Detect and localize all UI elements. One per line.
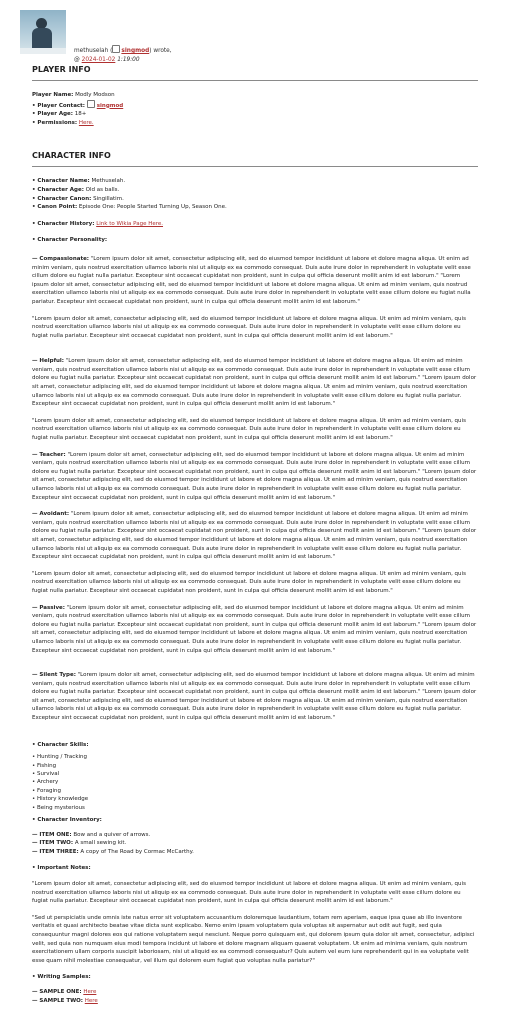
canon-point-row xyxy=(32,203,478,212)
trait-label: — Teacher: xyxy=(32,451,66,458)
character-skills-row xyxy=(32,741,478,750)
character-canon-row xyxy=(32,195,478,204)
trait-passive xyxy=(32,604,478,656)
player-age-label: • Player Age: xyxy=(32,111,73,118)
trait-avoidant xyxy=(32,510,478,595)
trait-text: "Lorem ipsum dolor sit amet, consectetur adipiscing elit, sed do eiusmod tempor incididunt ut labore et dolore magna aliqua. Ut enim ad minim veniam, quis nostrud exercitation ullamco laboris nisi ut aliquip ex ea commodo consequat. Duis aute irure dolor in reprehenderit in voluptate velit esse cillum dolore eu fugiat nulla pariatur. Excepteur sint occaecat cupidatat non proident, sunt in culpa qui officia deserunt mollit anim id est laborum." xyxy=(32,255,471,280)
list-item: • Survival xyxy=(32,771,60,778)
player-contact-row xyxy=(32,100,478,111)
character-personality-label: • Character Personality: xyxy=(32,237,108,244)
writing-samples-row xyxy=(32,973,478,982)
list-item: • History knowledge xyxy=(32,796,89,803)
character-skills-label: • Character Skills: xyxy=(32,741,89,748)
sample-key: — SAMPLE TWO: xyxy=(32,997,84,1004)
trait-paragraph: "Lorem ipsum dolor sit amet, consectetur adipiscing elit, sed do eiusmod tempor incididunt ut labore et dolore magna aliqua. Ut enim ad minim veniam, quis nostrud exercitation ullamco laboris nisi ut aliquip ex ea commodo consequat. Duis aute irure dolor in reprehenderit in voluptate velit esse cillum dolore eu fugiat nulla pariatur. Excepteur sint occaecat cupidatat non proident, sunt in culpa qui officia deserunt mollit anim id est laborum." xyxy=(32,417,466,442)
trait-label: — Compassionate: xyxy=(32,255,90,262)
character-name: Methuselah. xyxy=(91,178,126,185)
character-age-row xyxy=(32,186,478,195)
character-history-label: • Character History: xyxy=(32,220,95,227)
trait-compassionate xyxy=(32,255,478,340)
permissions-row xyxy=(32,119,478,128)
notes-paragraph: "Lorem ipsum dolor sit amet, consectetur adipiscing elit, sed do eiusmod tempor incididunt ut labore et dolore magna aliqua. Ut enim ad minim veniam, quis nostrud exercitation ullamco laboris nisi ut aliquip ex ea commodo consequat. Duis aute irure dolor in reprehenderit in voluptate velit esse cillum dolore eu fugiat nulla pariatur. Excepteur sint occaecat cupidatat non proident, sunt in culpa qui officia deserunt mollit anim id est laborum." xyxy=(32,881,466,905)
avatar-ground xyxy=(20,48,66,54)
item-key: — ITEM TWO: xyxy=(32,840,74,847)
item-key: — ITEM ONE: xyxy=(32,831,72,838)
trait-text: "Lorem ipsum dolor sit amet, consectetur adipiscing elit, sed do eiusmod tempor incididunt ut labore et dolore magna aliqua. Ut enim ad minim veniam, quis nostrud exercitation ullamco laboris nisi ut aliquip ex ea commodo consequat. Duis aute irure dolor in reprehenderit in voluptate velit esse cillum dolore eu fugiat nulla pariatur. Excepteur sint occaecat cupidatat non proident, sunt in culpa qui officia deserunt mollit anim id est laborum." xyxy=(32,672,475,696)
trait-silent-type xyxy=(32,671,478,723)
trait-text: "Lorem ipsum dolor sit amet, consectetur adipiscing elit, sed do eiusmod tempor incididunt ut labore et dolore magna aliqua. Ut enim ad minim veniam, quis nostrud exercitation ullamco laboris nisi ut aliquip ex ea commodo consequat. Duis aute irure dolor in reprehenderit in voluptate velit esse cillum dolore eu fugiat nulla pariatur. Excepteur sint occaecat cupidatat non proident, sunt in culpa qui officia deserunt mollit anim id est laborum." xyxy=(32,528,477,561)
list-item: • Foraging xyxy=(32,787,61,794)
inventory-list xyxy=(32,831,478,857)
trait-text: "Lorem ipsum dolor sit amet, consectetur adipiscing elit, sed do eiusmod tempor incididunt ut labore et dolore magna aliqua. Ut enim ad minim veniam, quis nostrud exercitation ullamco laboris nisi ut aliquip ex ea commodo consequat. Duis aute irure dolor in reprehenderit in voluptate velit esse cillum dolore eu fugiat nulla pariatur. Excepteur sint occaecat cupidatat non proident, sunt in culpa qui officia deserunt mollit anim id est laborum." xyxy=(32,451,470,475)
trait-helpful xyxy=(32,357,478,442)
character-info-heading: CHARACTER INFO xyxy=(32,151,478,167)
trait-text: "Lorem ipsum dolor sit amet, consectetur adipiscing elit, sed do eiusmod tempor incididunt ut labore et dolore magna aliqua. Ut enim ad minim veniam, quis nostrud exercitation ullamco laboris nisi ut aliquip ex ea commodo consequat. Duis aute irure dolor in reprehenderit in voluptate velit esse cillum dolore eu fugiat nulla pariatur. Excepteur sint occaecat cupidatat non proident, sunt in culpa qui officia deserunt mollit anim id est laborum." xyxy=(32,621,477,654)
trait-paragraph: "Lorem ipsum dolor sit amet, consectetur adipiscing elit, sed do eiusmod tempor incididunt ut labore et dolore magna aliqua. Ut enim ad minim veniam, quis nostrud exercitation ullamco laboris nisi ut aliquip ex ea commodo consequat. Duis aute irure dolor in reprehenderit in voluptate velit esse cillum dolore eu fugiat nulla pariatur. Excepteur sint occaecat cupidatat non proident, sunt in culpa qui officia deserunt mollit anim id est laborum." xyxy=(32,570,466,594)
trait-label: — Passive: xyxy=(32,604,65,611)
trait-teacher xyxy=(32,451,478,503)
list-item xyxy=(32,839,478,848)
list-item: • Hunting / Tracking xyxy=(32,754,88,761)
notes-paragraph: "Sed ut perspiciatis unde omnis iste natus error sit voluptatem accusantium doloremque laudantium, totam rem aperiam, eaque ipsa quae ab illo inventore veritatis et quasi architecto beatae vitae dicta sunt explicabo. Nemo enim ipsam voluptatem quia voluptas sit aspernatur aut odit aut fugit, sed quia consequuntur magni dolores eos qui ratione voluptatem sequi nesciunt. Neque porro quisquam est, qui dolorem ipsum quia dolor sit amet, consectetur, adipisci velit, sed quia non numquam eius modi tempora incidunt ut labore et dolore magnam aliquam quaerat voluptatem. Ut enim ad minima veniam, quis nostrum exercitationem ullam corporis suscipit laboriosam, nisi ut aliquid ex ea commodi consequatur? Quis autem vel eum iure reprehenderit qui in ea voluptate velit esse quam nihil molestiae consequatur, vel illum qui dolorem eum fugiat quo voluptas nulla pariatur?" xyxy=(32,914,475,964)
list-item xyxy=(32,988,478,997)
player-age-row xyxy=(32,110,478,119)
character-inventory-row xyxy=(32,816,478,825)
character-personality-row xyxy=(32,236,478,245)
trait-text: "Lorem ipsum dolor sit amet, consectetur adipiscing elit, sed do eiusmod tempor incididunt ut labore et dolore magna aliqua. Ut enim ad minim veniam, quis nostrud exercitation ullamco laboris nisi ut aliquip ex ea commodo consequat. Duis aute irure dolor in reprehenderit in voluptate velit esse cillum dolore eu fugiat nulla pariatur. Excepteur sint occaecat cupidatat non proident, sunt in culpa qui officia deserunt mollit anim id est laborum." xyxy=(32,358,470,382)
post-date-link[interactable]: 2024-01-02 xyxy=(81,57,116,63)
user-icon xyxy=(112,45,120,53)
sample-link[interactable]: Here xyxy=(83,989,97,995)
author-name: methuselah xyxy=(74,48,109,54)
list-item xyxy=(32,848,478,857)
player-contact-link[interactable]: singmod xyxy=(96,102,124,109)
user-icon xyxy=(87,100,95,108)
trait-label: — Helpful: xyxy=(32,358,64,365)
character-history-link[interactable]: Link to Wikia Page Here. xyxy=(96,220,164,227)
trait-text: "Lorem ipsum dolor sit amet, consectetur adipiscing elit, sed do eiusmod tempor incididunt ut labore et dolore magna aliqua. Ut enim ad minim veniam, quis nostrud exercitation ullamco laboris nisi ut aliquip ex ea commodo consequat. Duis aute irure dolor in reprehenderit in voluptate velit esse cillum dolore eu fugiat nulla pariatur. Excepteur sint occaecat cupidatat non proident, sunt in culpa qui officia deserunt mollit anim id est laborum." xyxy=(32,468,477,501)
player-info-heading: PLAYER INFO xyxy=(32,65,478,81)
trait-text: "Lorem ipsum dolor sit amet, consectetur adipiscing elit, sed do eiusmod tempor incididunt ut labore et dolore magna aliqua. Ut enim ad minim veniam, quis nostrud exercitation ullamco laboris nisi ut aliquip ex ea commodo consequat. Duis aute irure dolor in reprehenderit in voluptate velit esse cillum dolore eu fugiat nulla pariatur. Excepteur sint occaecat cupidatat non proident, sunt in culpa qui officia deserunt mollit anim id est laborum." xyxy=(32,604,470,628)
list-item: • Being mysterious xyxy=(32,804,85,811)
at-symbol: @ xyxy=(74,57,80,63)
canon-point-label: • Canon Point: xyxy=(32,204,78,211)
post-header xyxy=(74,45,172,65)
item-key: — ITEM THREE: xyxy=(32,848,79,855)
permissions-label: • Permissions: xyxy=(32,119,78,126)
trait-text: "Lorem ipsum dolor sit amet, consectetur adipiscing elit, sed do eiusmod tempor incididunt ut labore et dolore magna aliqua. Ut enim ad minim veniam, quis nostrud exercitation ullamco laboris nisi ut aliquip ex ea commodo consequat. Duis aute irure dolor in reprehenderit in voluptate velit esse cillum dolore eu fugiat nulla pariatur. Excepteur sint occaecat cupidatat non proident, sunt in culpa qui officia deserunt mollit anim id est laborum." xyxy=(32,375,477,408)
important-notes-row xyxy=(32,864,478,873)
player-name-row xyxy=(32,91,478,100)
wrote-sep: ( xyxy=(110,48,113,54)
skills-list xyxy=(32,753,478,812)
character-canon-label: • Character Canon: xyxy=(32,195,92,202)
post-content xyxy=(32,65,478,1005)
item-value: Bow and a quiver of arrows. xyxy=(73,831,151,838)
avatar-figure-body xyxy=(32,28,52,50)
character-inventory-label: • Character Inventory: xyxy=(32,817,102,824)
avatar[interactable] xyxy=(20,10,66,54)
sample-key: — SAMPLE ONE: xyxy=(32,989,82,995)
trait-text: "Lorem ipsum dolor sit amet, consectetur adipiscing elit, sed do eiusmod tempor incididunt ut labore et dolore magna aliqua. Ut enim ad minim veniam, quis nostrud exercitation ullamco laboris nisi ut aliquip ex ea commodo consequat. Duis aute irure dolor in reprehenderit in voluptate velit esse cillum dolore eu fugiat nulla pariatur. Excepteur sint occaecat cupidatat non proident, sunt in culpa qui officia deserunt mollit anim id est laborum." xyxy=(32,273,471,305)
writing-samples-label: • Writing Samples: xyxy=(32,974,91,981)
list-item xyxy=(32,831,478,840)
list-item: • Archery xyxy=(32,779,59,786)
post-time: 1:19:00 xyxy=(117,57,140,63)
player-name: Modly Modson xyxy=(75,92,115,98)
player-contact-label: • Player Contact: xyxy=(32,102,85,109)
item-value: A copy of The Road by Cormac McCarthy. xyxy=(80,848,194,855)
character-canon: Singillatim. xyxy=(93,195,124,202)
character-name-row xyxy=(32,177,478,186)
list-item: • Fishing xyxy=(32,762,57,769)
trait-paragraph: "Lorem ipsum dolor sit amet, consectetur adipiscing elit, sed do eiusmod tempor incididunt ut labore et dolore magna aliqua. Ut enim ad minim veniam, quis nostrud exercitation ullamco laboris nisi ut aliquip ex ea commodo consequat. Duis aute irure dolor in reprehenderit in voluptate velit esse cillum dolore eu fugiat nulla pariatur. Excepteur sint occaecat cupidatat non proident, sunt in culpa qui officia deserunt mollit anim id est laborum." xyxy=(32,315,466,339)
character-history-row xyxy=(32,220,478,229)
player-age: 18+ xyxy=(74,111,87,118)
canon-point: Episode One: People Started Turning Up, Season One. xyxy=(78,204,227,211)
character-age: Old as balls. xyxy=(85,186,120,193)
important-notes-label: • Important Notes: xyxy=(32,865,91,872)
samples-list xyxy=(32,988,478,1005)
item-value: A small sewing kit. xyxy=(74,840,127,847)
sample-link[interactable]: Here xyxy=(84,997,98,1004)
player-name-label: Player Name: xyxy=(32,92,74,98)
trait-label: — Avoidant: xyxy=(32,511,70,518)
quoted-user-link[interactable]: singmod xyxy=(121,48,150,54)
trait-label: — Silent Type: xyxy=(32,672,76,679)
list-item xyxy=(32,997,478,1006)
wrote-suffix: ) wrote, xyxy=(149,48,172,54)
permissions-link[interactable]: Here. xyxy=(78,119,94,126)
trait-text: "Lorem ipsum dolor sit amet, consectetur adipiscing elit, sed do eiusmod tempor incididunt ut labore et dolore magna aliqua. Ut enim ad minim veniam, quis nostrud exercitation ullamco laboris nisi ut aliquip ex ea commodo consequat. Duis aute irure dolor in reprehenderit in voluptate velit esse cillum dolore eu fugiat nulla pariatur. Excepteur sint occaecat cupidatat non proident, sunt in culpa qui officia deserunt mollit anim id est laborum." xyxy=(32,689,477,722)
character-name-label: • Character Name: xyxy=(32,178,90,185)
character-age-label: • Character Age: xyxy=(32,186,84,193)
trait-text: "Lorem ipsum dolor sit amet, consectetur adipiscing elit, sed do eiusmod tempor incididunt ut labore et dolore magna aliqua. Ut enim ad minim veniam, quis nostrud exercitation ullamco laboris nisi ut aliquip ex ea commodo consequat. Duis aute irure dolor in reprehenderit in voluptate velit esse cillum dolore eu fugiat nulla pariatur. Excepteur sint occaecat cupidatat non proident, sunt in culpa qui officia deserunt mollit anim id est laborum." xyxy=(32,511,470,535)
